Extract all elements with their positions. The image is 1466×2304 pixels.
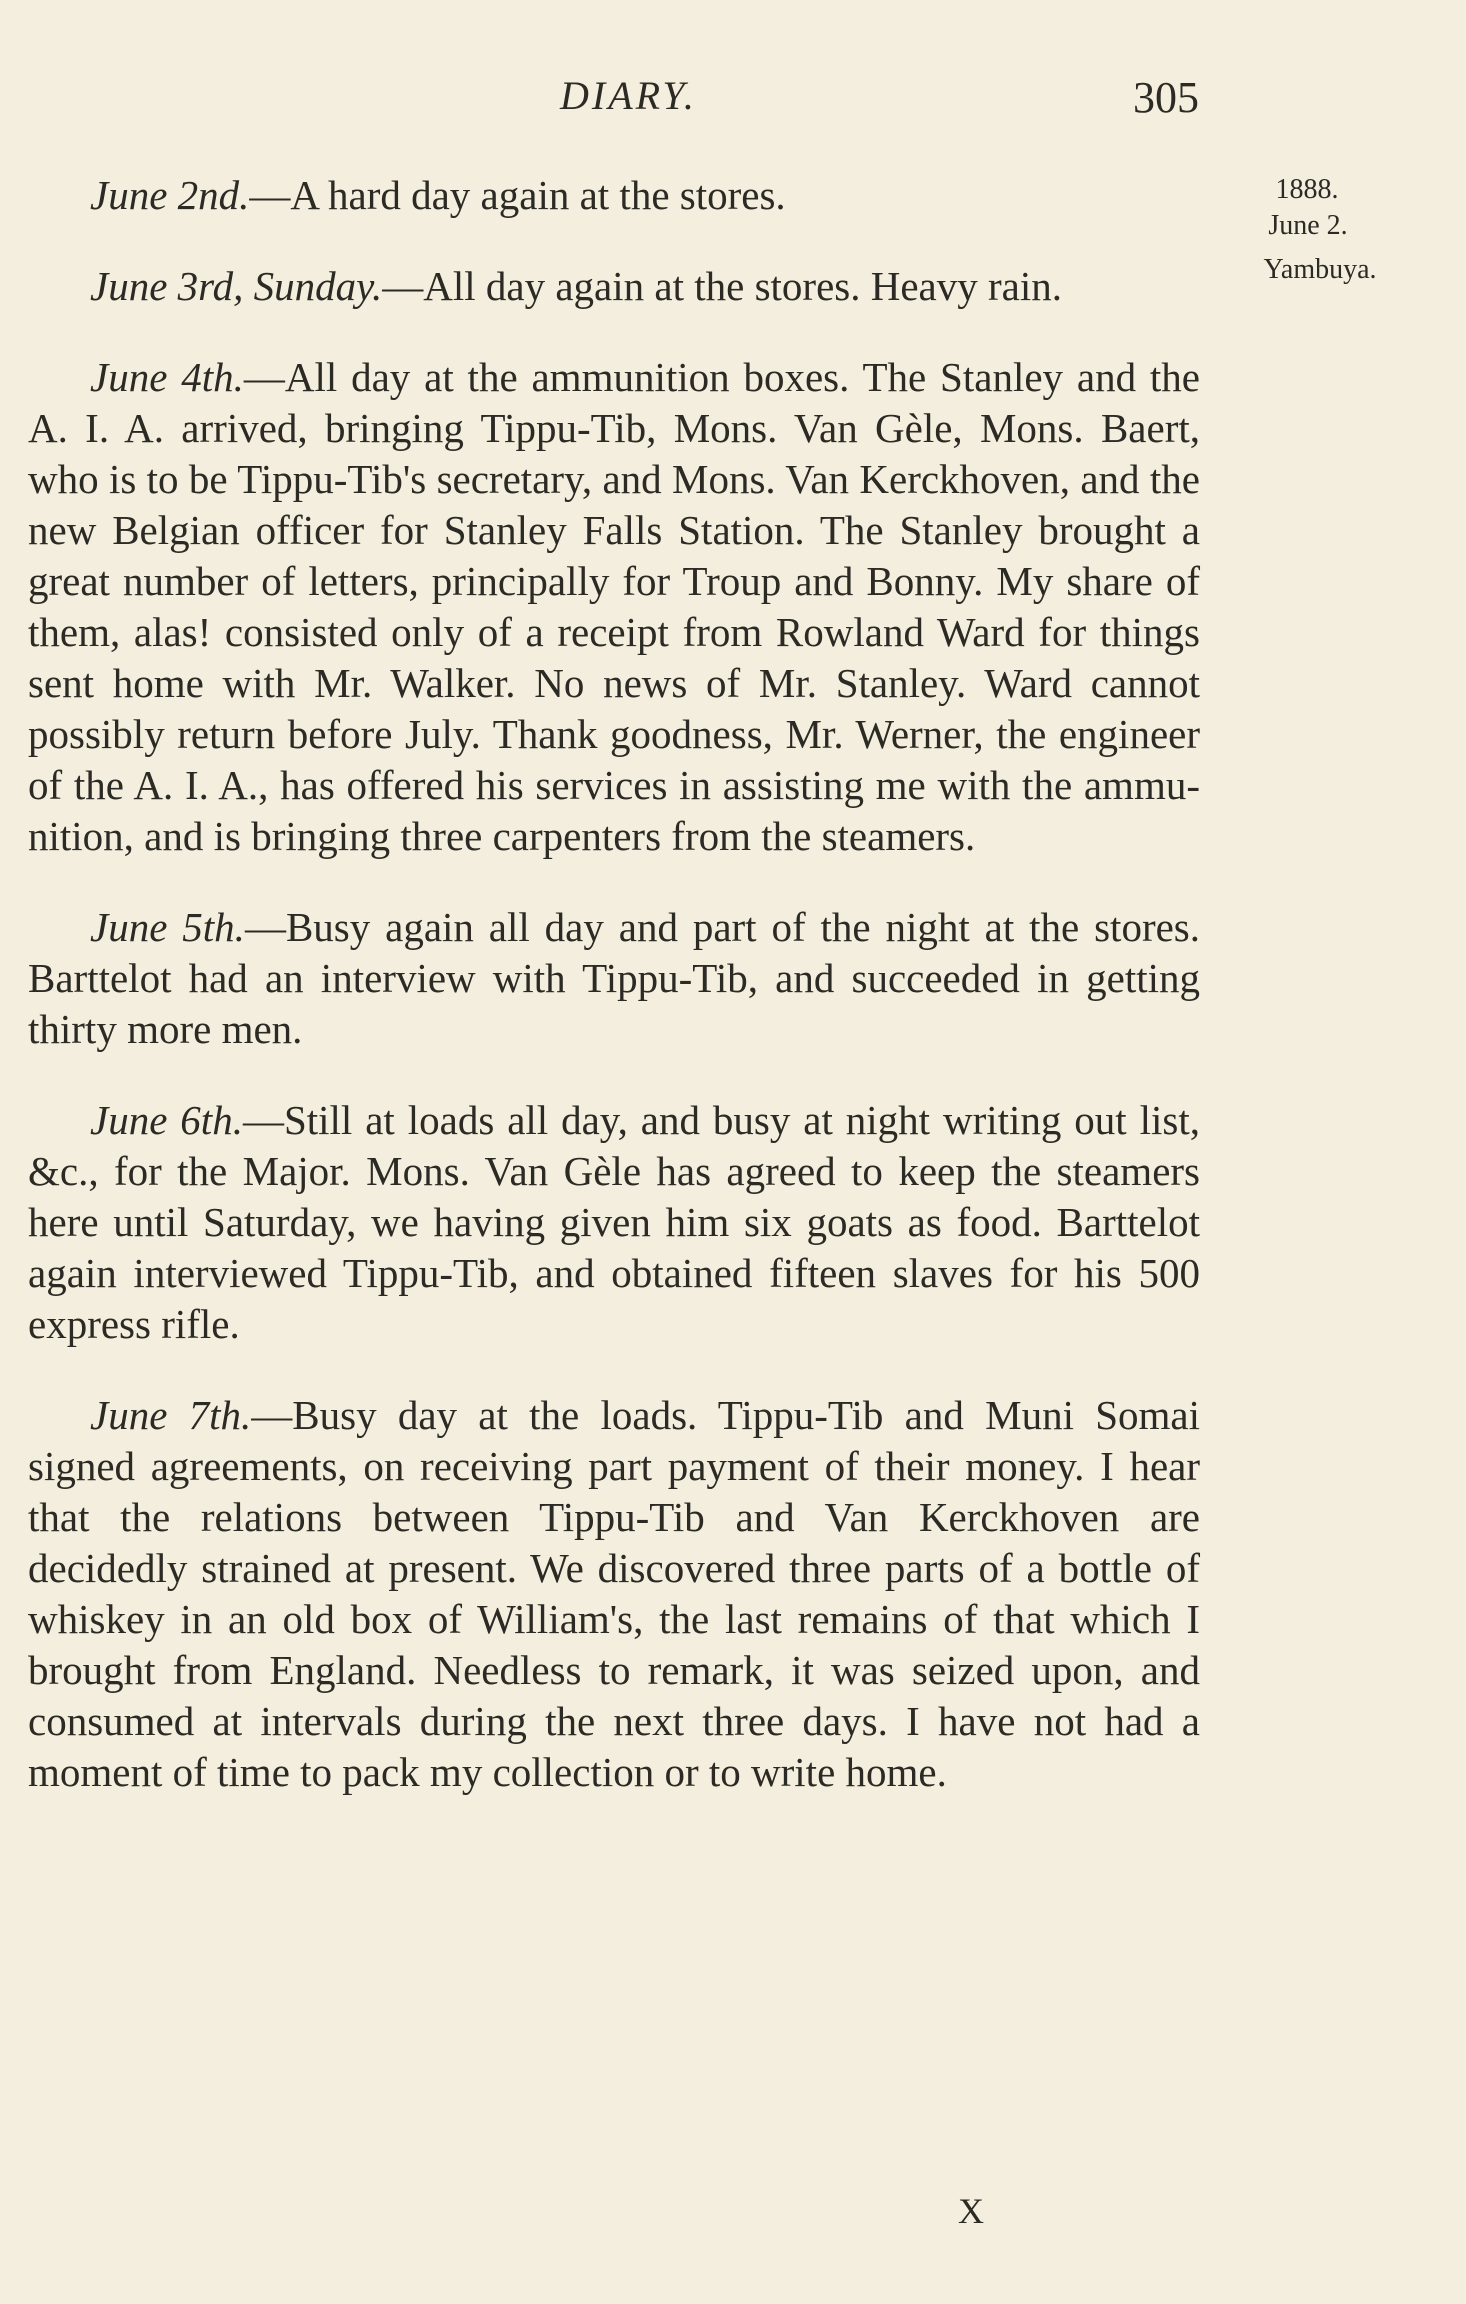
diary-entry	[28, 902, 1200, 1055]
signature-mark: X	[958, 2191, 984, 2231]
entry-text: —All day at the ammunition boxes. The Stanley and the A. I. A. arrived, bringing Tippu-Tib, Mons. Van Gèle, Mons. Baert, who is to be Tippu-Tib's secretary, and Mons. Van Kerckhoven, and the new Belgian officer for Stanley Falls Station. The Stanley brought a great number of letters, principally for Troup and Bonny. My share of them, alas! consisted only of a receipt from Rowland Ward for things sent home with Mr. Walker. No news of Mr. Stanley. Ward cannot possibly return before July. Thank goodness, Mr. Werner, the engineer of the A. I. A., has offered his services in assisting me with the ammunition, and is bringing three carpenters from the steamers.	[28, 354, 1200, 859]
running-title: DIARY.	[560, 73, 697, 118]
running-head	[0, 72, 1466, 132]
entry-date: June 5th.	[90, 904, 245, 950]
entry-text: —All day again at the stores. Heavy rain.	[382, 263, 1062, 309]
diary-entry	[28, 170, 1200, 221]
entry-date: June 2nd.	[90, 172, 250, 218]
entry-text: —Busy again all day and part of the night at the stores. Barttelot had an interview with Tippu-Tib, and succeeded in getting thirty more men.	[28, 904, 1201, 1052]
entry-date: June 6th.	[90, 1097, 243, 1143]
entry-date: June 7th.	[90, 1392, 252, 1438]
diary-entry	[28, 261, 1200, 312]
margin-note-date: June 2.	[1268, 210, 1348, 241]
margin-note-place: Yambuya.	[1263, 254, 1377, 285]
entry-text: —A hard day again at the stores.	[249, 172, 786, 218]
diary-entry	[28, 1390, 1200, 1798]
entry-date: June 3rd, Sunday.	[90, 263, 383, 309]
diary-entry	[28, 352, 1200, 862]
diary-entry	[28, 1095, 1200, 1350]
page-number: 305	[1133, 73, 1199, 122]
diary-body	[28, 170, 1200, 1838]
margin-note-year: 1888.	[1275, 174, 1339, 205]
entry-text: —Still at loads all day, and busy at night writing out list, &c., for the Major. Mons. Van Gèle has agreed to keep the steamers here until Saturday, we having given him six goats as food. Barttelot again interviewed Tippu-Tib, and obtained fifteen slaves for his 500 express rifle.	[28, 1097, 1200, 1347]
entry-text: —Busy day at the loads. Tippu-Tib and Muni Somai signed agreements, on receiving part payment of their money. I hear that the relations between Tippu-Tib and Van Kerckhoven are decidedly strained at present. We discovered three parts of a bottle of whiskey in an old box of William's, the last remains of that which I brought from England. Needless to remark, it was seized upon, and consumed at intervals during the next three days. I have not had a moment of time to pack my collection or to write home.	[28, 1392, 1200, 1795]
entry-date: June 4th.	[90, 354, 244, 400]
